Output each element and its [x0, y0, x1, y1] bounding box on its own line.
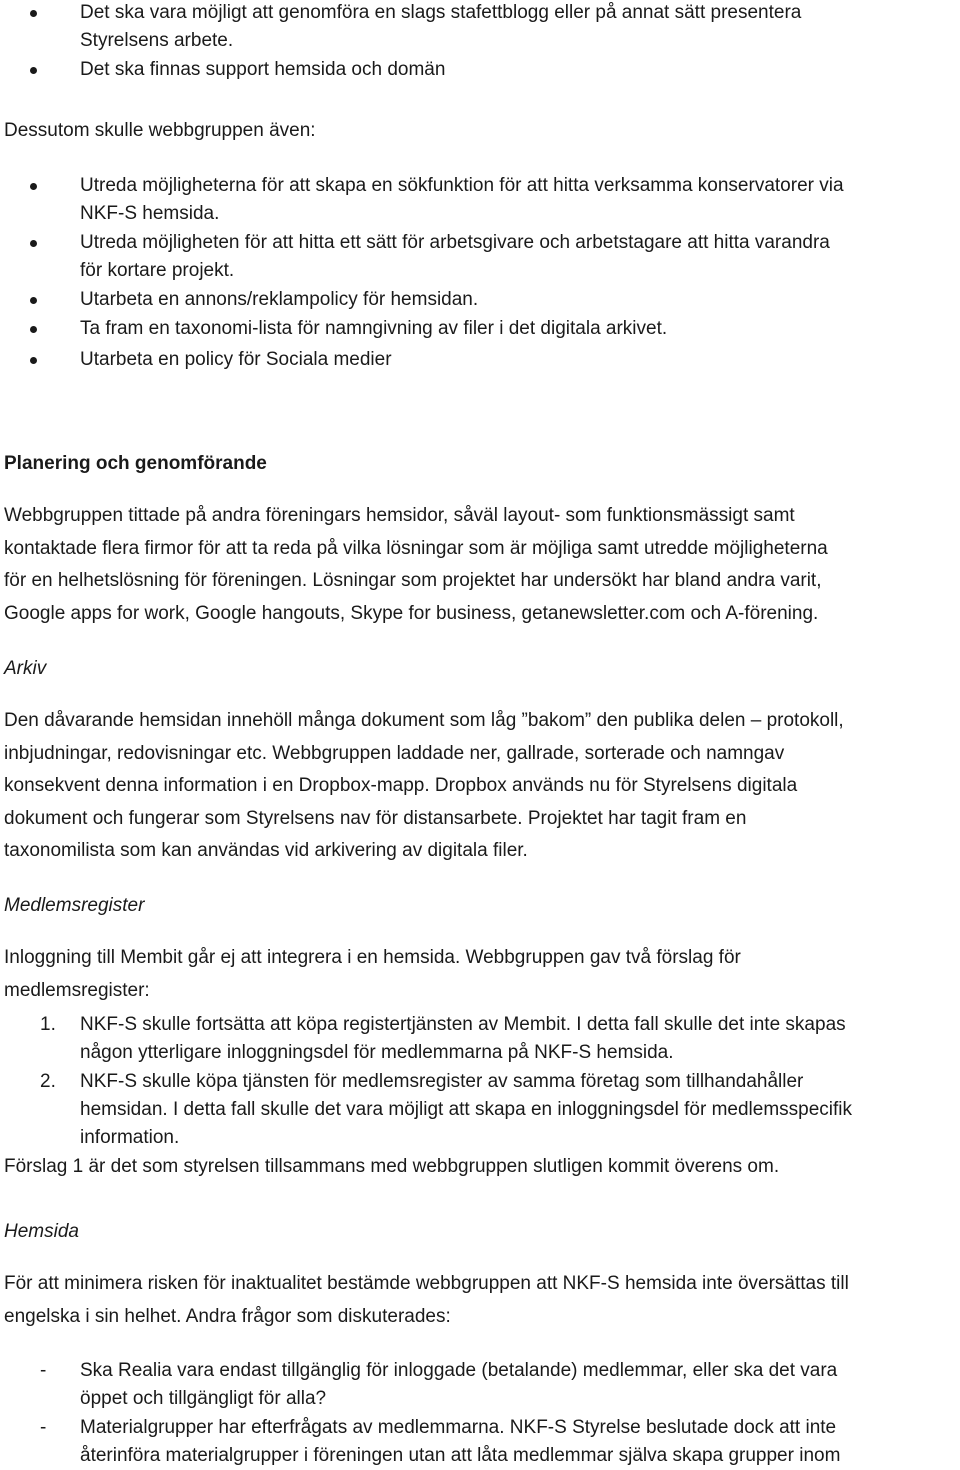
- bullet-icon: [30, 297, 37, 304]
- list-number: 2.: [40, 1071, 56, 1092]
- conclusion-text: Förslag 1 är det som styrelsen tillsammans med webbgruppen slutligen kommit överens om.: [4, 1156, 780, 1177]
- paragraph-line: dokument och fungerar som Styrelsens nav för distansarbete. Projektet har tagit fram en: [4, 807, 747, 829]
- list-item-text: NKF-S skulle fortsätta att köpa registertjänsten av Membit. I detta fall skulle det inte skapas: [80, 1014, 846, 1035]
- list-item-text: NKF-S skulle köpa tjänsten för medlemsregister av samma företag som tillhandahåller: [80, 1071, 804, 1092]
- paragraph-line: Inloggning till Membit går ej att integrera i en hemsida. Webbgruppen gav två förslag för: [4, 947, 741, 968]
- list-dash: -: [40, 1417, 47, 1438]
- bullet-text: Styrelsens arbete.: [80, 30, 234, 51]
- paragraph-line: taxonomilista som kan användas vid arkivering av digitala filer.: [4, 840, 528, 862]
- list-item-text: information.: [80, 1127, 180, 1148]
- bullet-text: Det ska finnas support hemsida och domän: [80, 59, 446, 80]
- bullet-text: Det ska vara möjligt att genomföra en slags stafettblogg eller på annat sätt presentera: [80, 2, 802, 23]
- intro-text: Dessutom skulle webbgruppen även:: [4, 120, 316, 141]
- bullet-text: Utarbeta en annons/reklampolicy för hemsidan.: [80, 289, 479, 310]
- list-item-text: återinföra materialgrupper i föreningen utan att låta medlemmar själva skapa grupper inom: [80, 1445, 841, 1466]
- paragraph-line: kontaktade flera firmor för att ta reda på vilka lösningar som är möjliga samt utredde möjligheterna: [4, 537, 828, 559]
- paragraph-line: Google apps for work, Google hangouts, Skype for business, getanewsletter.com och A-förening.: [4, 602, 819, 624]
- bullet-text: Ta fram en taxonomi-lista för namngivning av filer i det digitala arkivet.: [80, 318, 668, 339]
- subheading-medlemsregister: Medlemsregister: [4, 895, 145, 916]
- bullet-text: för kortare projekt.: [80, 260, 235, 281]
- bullet-text: Utarbeta en policy för Sociala medier: [80, 349, 392, 370]
- paragraph-line: Webbgruppen tittade på andra föreningars hemsidor, såväl layout- som funktionsmässigt samt: [4, 505, 795, 526]
- subheading-hemsida: Hemsida: [4, 1221, 79, 1242]
- subheading-arkiv: Arkiv: [4, 658, 47, 679]
- paragraph-arkiv: [4, 705, 956, 868]
- list-item-text: hemsidan. I detta fall skulle det vara möjligt att skapa en inloggningsdel för medlemsspecifik: [80, 1099, 853, 1120]
- paragraph-line: medlemsregister:: [4, 979, 150, 1001]
- bullet-text: Utreda möjligheten för att hitta ett sätt för arbetsgivare och arbetstagare att hitta varandra: [80, 232, 830, 253]
- list-dash: -: [40, 1360, 47, 1381]
- list-item-text: Ska Realia vara endast tillgänglig för inloggade (betalande) medlemmar, eller ska det vara: [80, 1360, 838, 1381]
- list-number: 1.: [40, 1014, 56, 1035]
- bullet-icon: [30, 10, 37, 17]
- section-heading: Planering och genomförande: [4, 453, 267, 474]
- bullet-text: NKF-S hemsida.: [80, 203, 220, 224]
- paragraph-line: engelska i sin helhet. Andra frågor som diskuterades:: [4, 1305, 451, 1327]
- paragraph-hemsida: [4, 1268, 956, 1333]
- bullet-icon: [30, 326, 37, 333]
- paragraph-line: För att minimera risken för inaktualitet bestämde webbgruppen att NKF-S hemsida inte översättas till: [4, 1273, 849, 1294]
- bullet-icon: [30, 67, 37, 74]
- list-item-text: någon ytterligare inloggningsdel för medlemmarna på NKF-S hemsida.: [80, 1042, 674, 1063]
- bullet-icon: [30, 357, 37, 364]
- list-item-text: Materialgrupper har efterfrågats av medlemmarna. NKF-S Styrelse beslutade dock att inte: [80, 1417, 837, 1438]
- paragraph-line: konsekvent denna information i en Dropbox-mapp. Dropbox används nu för Styrelsens digitala: [4, 775, 798, 797]
- paragraph-line: Den dåvarande hemsidan innehöll många dokument som låg ”bakom” den publika delen – protokoll,: [4, 710, 844, 731]
- paragraph-planering: [4, 500, 956, 630]
- bullet-icon: [30, 240, 37, 247]
- bullet-text: Utreda möjligheterna för att skapa en sökfunktion för att hitta verksamma konservatorer via: [80, 175, 844, 196]
- paragraph-line: inbjudningar, redovisningar etc. Webbgruppen laddade ner, gallrade, sorterade och namngav: [4, 742, 785, 764]
- paragraph-line: för en helhetslösning för föreningen. Lösningar som projektet har undersökt har bland andra varit,: [4, 570, 822, 592]
- paragraph-medlemsregister: [4, 942, 956, 1007]
- bullet-icon: [30, 183, 37, 190]
- list-item-text: öppet och tillgängligt för alla?: [80, 1388, 327, 1409]
